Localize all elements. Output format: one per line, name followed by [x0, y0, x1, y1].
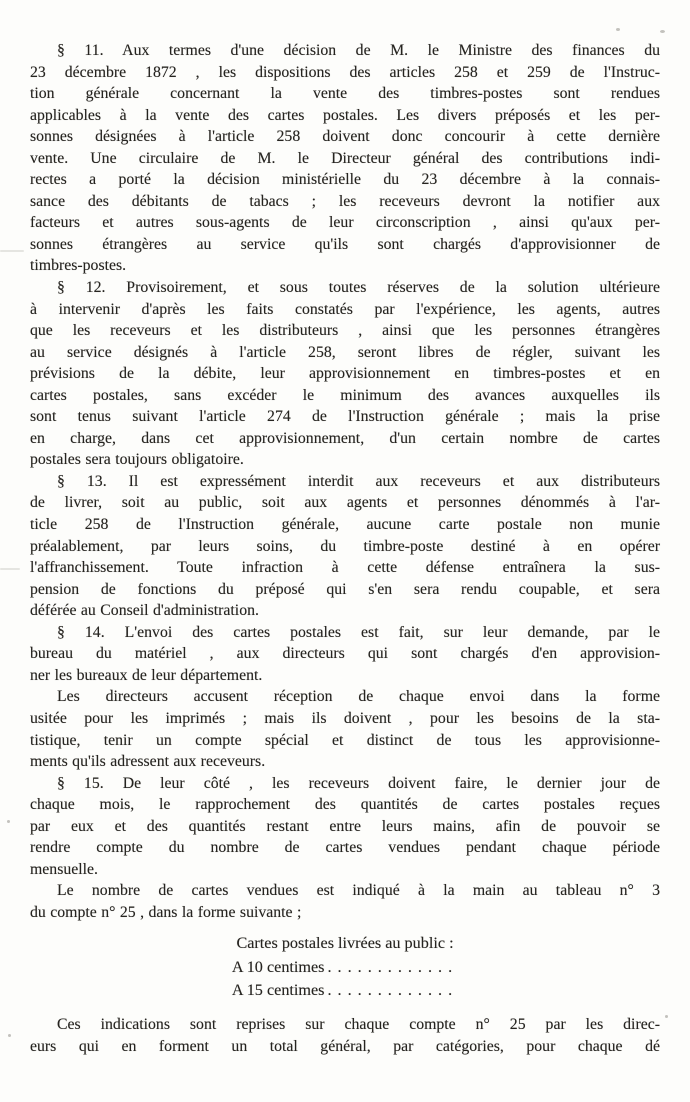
text-line: applicables à la vente des cartes postales. Les divers préposés et les per-	[30, 106, 660, 124]
text-line: au service désignés à l'article 258, seront libres de régler, suivant les	[30, 343, 660, 361]
text-line: Le nombre de cartes vendues est indiqué à la main au tableau n° 3	[57, 882, 660, 900]
text-line: facteurs et autres sous-agents de leur circonscription , ainsi qu'aux per-	[30, 214, 660, 232]
text-line: ner les bureaux de leur département.	[30, 666, 263, 684]
paragraph	[30, 277, 660, 471]
text-line: Les directeurs accusent réception de chaque envoi dans la forme	[57, 688, 660, 706]
text-line: à intervenir d'après les faits constatés par l'expérience, les agents, autres	[30, 300, 660, 318]
text-line: l'affranchissement. Toute infraction à cette défense entraînera la sus-	[30, 559, 660, 577]
scan-artifact	[7, 820, 10, 823]
text-line: timbres-postes.	[30, 257, 127, 275]
dot-leader: .............	[327, 980, 459, 999]
price-list	[30, 930, 660, 1001]
text-line: tistique, tenir un compte spécial et distinct de tous les approvisionne-	[30, 731, 660, 749]
text-line: chaque mois, le rapprochement des quantités de cartes postales reçues	[30, 796, 660, 814]
paragraph	[30, 471, 660, 622]
text-line: du compte n° 25 , dans la forme suivante ;	[30, 903, 302, 921]
text-line: mensuelle.	[30, 860, 98, 878]
paragraph	[30, 880, 660, 923]
text-line: de livrer, soit au public, soit aux agents et personnes dénommés à l'ar-	[30, 494, 660, 512]
text-line: tion générale concernant la vente des timbres-postes sont rendues	[30, 85, 660, 103]
text-line: § 14. L'envoi des cartes postales est fait, sur leur demande, par le	[57, 623, 660, 641]
text-line: sance des débitants de tabacs ; les receveurs devront la notifier aux	[30, 192, 660, 210]
paragraph	[30, 40, 660, 277]
text-line: rendre compte du nombre de cartes vendues pendant chaque période	[30, 839, 660, 857]
text-line: par eux et des quantités restant entre leurs mains, afin de pouvoir se	[30, 817, 660, 835]
text-line: en charge, dans cet approvisionnement, d'un certain nombre de cartes	[30, 429, 660, 447]
text-line: § 11. Aux termes d'une décision de M. le Ministre des finances du	[57, 42, 660, 59]
dot-leader: .............	[327, 958, 459, 977]
price-label: A 10 centimes	[231, 958, 325, 977]
scan-artifact	[660, 30, 665, 33]
text-line: déférée au Conseil d'administration.	[30, 602, 259, 620]
text-line: vente. Une circulaire de M. le Directeur général des contributions indi-	[30, 149, 660, 167]
text-line: sonnes étrangères au service qu'ils sont chargés d'approvisionner de	[30, 235, 660, 253]
paragraph	[30, 1014, 660, 1057]
text-line: ments qu'ils adressent aux receveurs.	[30, 753, 266, 771]
paragraph	[30, 686, 660, 772]
text-line: usitée pour les imprimés ; mais ils doivent , pour les besoins de la sta-	[30, 709, 660, 727]
text-line: bureau du matériel , aux directeurs qui sont chargés d'en approvision-	[30, 645, 660, 663]
text-line: § 12. Provisoirement, et sous toutes réserves de la solution ultérieure	[57, 279, 660, 297]
paragraph	[30, 622, 660, 687]
text-line: prévisions de la débite, leur approvisionnement en timbres-postes et en	[30, 365, 660, 383]
text-line: préalablement, par leurs soins, du timbre-poste destiné à en opérer	[30, 537, 660, 555]
scan-artifact	[8, 1034, 11, 1037]
text-line: postales sera toujours obligatoire.	[30, 451, 244, 469]
text-line: eurs qui en forment un total général, par catégories, pour chaque dé	[30, 1037, 660, 1055]
scan-artifact	[665, 1015, 668, 1018]
scan-artifact	[0, 568, 20, 570]
text-line: sonnes désignées à l'article 258 doivent donc concourir à cette dernière	[30, 128, 660, 146]
scan-artifact	[0, 250, 24, 252]
text-line: cartes postales, sans excéder le minimum des avances auxquelles ils	[30, 386, 660, 404]
text-line: § 15. De leur côté , les receveurs doivent faire, le dernier jour de	[57, 774, 660, 792]
price-label: A 15 centimes	[231, 980, 325, 999]
text-line: 23 décembre 1872 , les dispositions des articles 258 et 259 de l'Instruc-	[30, 63, 660, 81]
scan-artifact	[616, 28, 620, 31]
price-list-item	[30, 956, 660, 979]
text-line: sont tenus suivant l'article 274 de l'Instruction générale ; mais la prise	[30, 408, 660, 426]
text-line: rectes a porté la décision ministérielle du 23 décembre à la connais-	[30, 171, 660, 189]
text-line: pension de fonctions du préposé qui s'en sera rendu coupable, et sera	[30, 580, 660, 598]
paragraph	[30, 773, 660, 881]
price-list-title: Cartes postales livrées au public :	[236, 934, 454, 953]
text-line: Ces indications sont reprises sur chaque compte n° 25 par les direc-	[57, 1016, 660, 1034]
text-line: § 13. Il est expressément interdit aux receveurs et aux distributeurs	[57, 472, 660, 490]
text-line: ticle 258 de l'Instruction générale, aucune carte postale non munie	[30, 516, 660, 534]
price-list-item	[30, 979, 660, 1002]
text-line: que les receveurs et les distributeurs , ainsi que les personnes étrangères	[30, 322, 660, 340]
page-text-column	[30, 40, 660, 1058]
